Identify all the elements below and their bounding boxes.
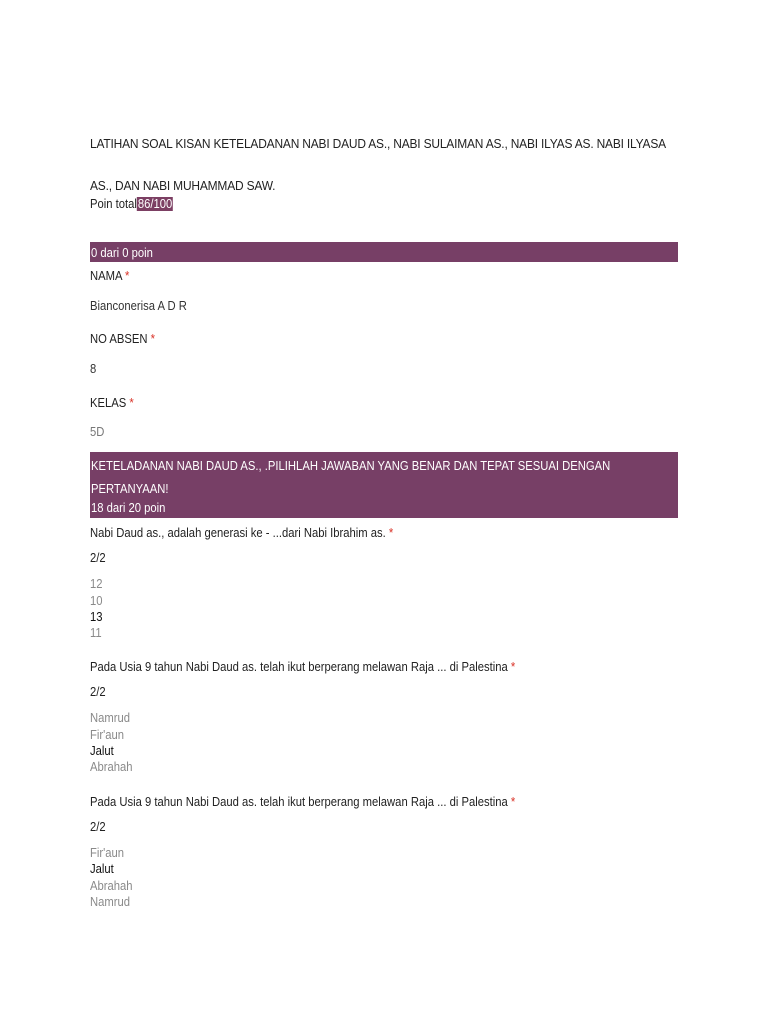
required-marker: * <box>129 396 134 410</box>
field-label-text: NO ABSEN <box>90 332 148 346</box>
question-text: Pada Usia 9 tahun Nabi Daud as. telah ikut berperang melawan Raja ... di Palestina <box>90 660 508 674</box>
question-1-score: 2/2 <box>90 551 106 565</box>
question-text: Nabi Daud as., adalah generasi ke - ...dari Nabi Ibrahim as. <box>90 526 386 540</box>
field-label-kelas <box>90 396 134 410</box>
question-3-score: 2/2 <box>90 820 106 834</box>
section-quiz-title-line-2: PERTANYAAN! <box>91 482 169 496</box>
field-label-text: KELAS <box>90 396 127 410</box>
required-marker: * <box>125 269 130 283</box>
field-value-no-absen: 8 <box>90 362 97 376</box>
question-2-option[interactable]: Abrahah <box>90 760 133 774</box>
quiz-title-line-1: LATIHAN SOAL KISAN KETELADANAN NABI DAUD AS., NABI SULAIMAN AS., NABI ILYAS AS. NABI ILYASA <box>90 136 666 151</box>
section-identity-points: 0 dari 0 poin <box>91 246 153 260</box>
section-bar-quiz <box>90 452 678 518</box>
question-2-option[interactable]: Fir'aun <box>90 728 125 742</box>
question-2-option[interactable]: Namrud <box>90 711 131 725</box>
question-1-option[interactable]: 12 <box>90 577 103 591</box>
required-marker: * <box>510 660 516 674</box>
required-marker: * <box>388 526 394 540</box>
quiz-title-line-2: AS., DAN NABI MUHAMMAD SAW. <box>90 178 276 193</box>
question-3-option[interactable]: Namrud <box>90 895 131 909</box>
question-1-text <box>90 526 393 540</box>
field-value-nama: Bianconerisa A D R <box>90 299 187 313</box>
question-3-option[interactable]: Fir'aun <box>90 846 125 860</box>
question-3-option-selected[interactable]: Jalut <box>90 862 114 876</box>
required-marker: * <box>510 795 516 809</box>
section-quiz-points: 18 dari 20 poin <box>91 501 166 515</box>
section-bar-identity <box>90 242 678 262</box>
question-text: Pada Usia 9 tahun Nabi Daud as. telah ikut berperang melawan Raja ... di Palestina <box>90 795 508 809</box>
field-label-text: NAMA <box>90 269 122 283</box>
question-2-option-selected[interactable]: Jalut <box>90 744 114 758</box>
question-1-option[interactable]: 11 <box>90 626 102 640</box>
points-total-value: 86/100 <box>137 197 173 211</box>
question-3-option[interactable]: Abrahah <box>90 879 133 893</box>
question-1-option-selected[interactable]: 13 <box>90 610 103 624</box>
points-total-label: Poin total <box>90 197 137 211</box>
question-1-option[interactable]: 10 <box>90 594 103 608</box>
required-marker: * <box>150 332 156 346</box>
question-2-text <box>90 660 515 674</box>
field-label-nama <box>90 269 129 283</box>
question-2-score: 2/2 <box>90 685 106 699</box>
field-label-no-absen <box>90 332 155 346</box>
section-quiz-title-line-1: KETELADANAN NABI DAUD AS., .PILIHLAH JAWABAN YANG BENAR DAN TEPAT SESUAI DENGAN <box>91 459 611 473</box>
points-total <box>90 197 173 211</box>
question-3-text <box>90 795 515 809</box>
field-value-kelas: 5D <box>90 425 105 439</box>
